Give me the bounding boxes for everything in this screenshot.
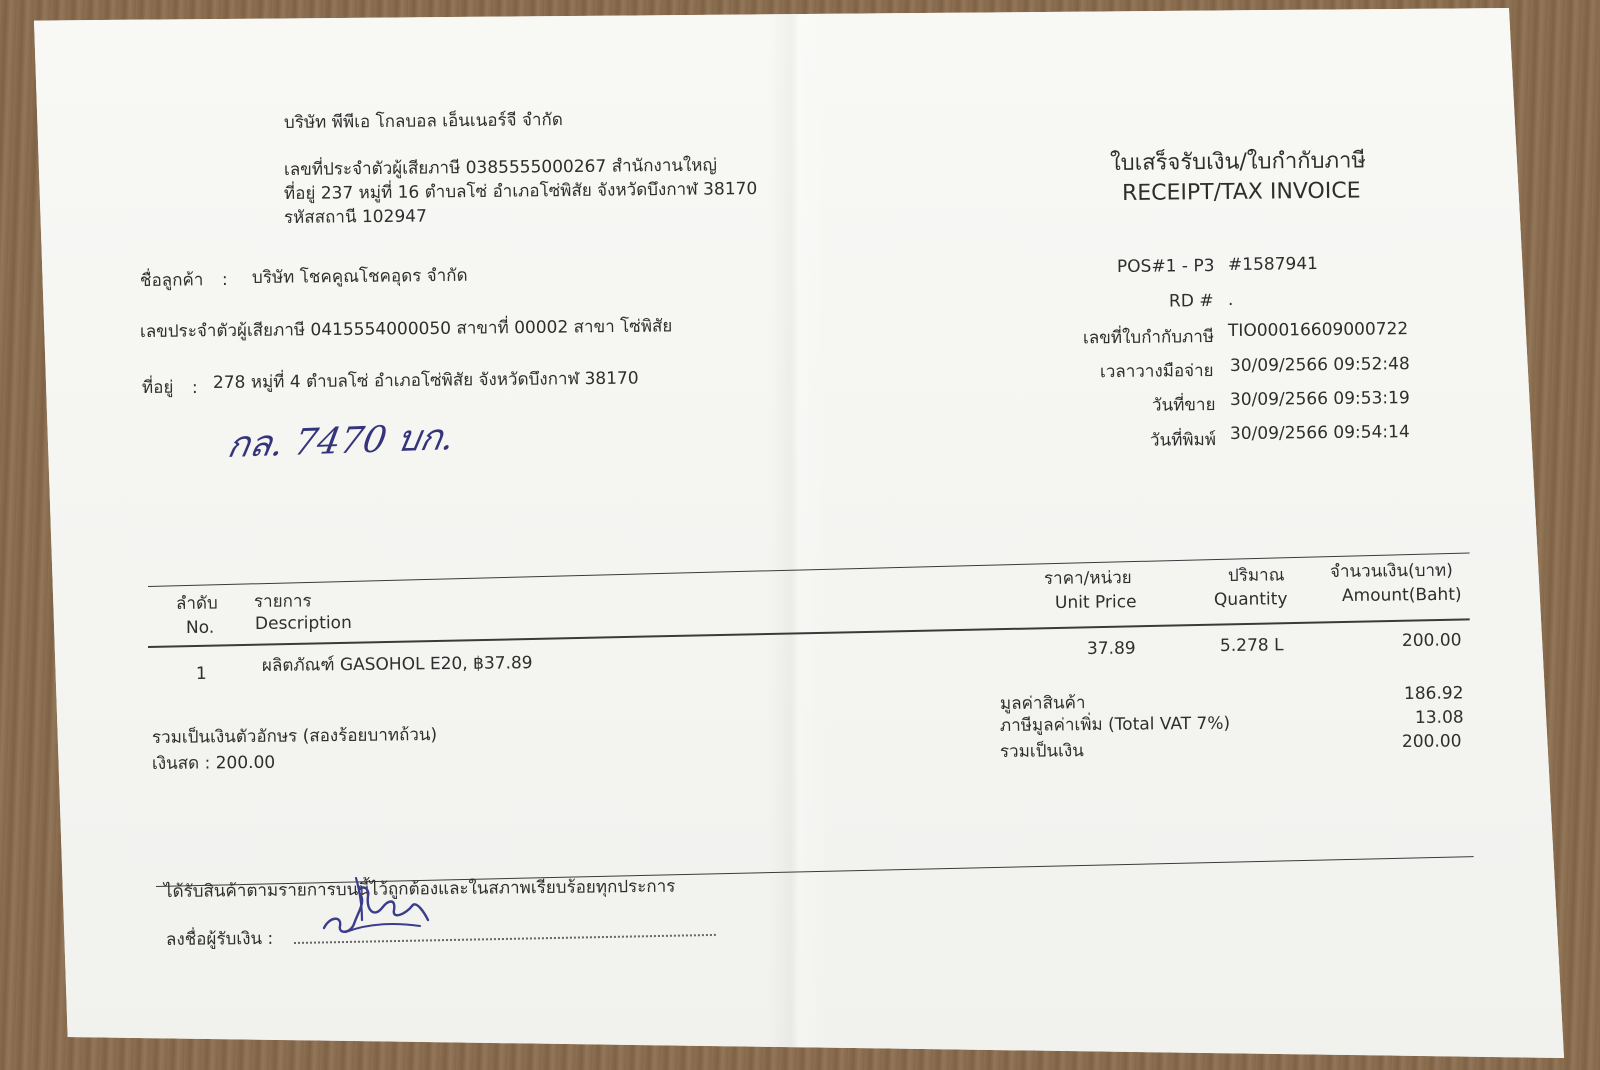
handwritten-plate-number: กล. 7470 บก. xyxy=(224,416,458,467)
header-quantity-english: Quantity xyxy=(1213,589,1288,610)
row-quantity: 5.278 L xyxy=(1219,635,1284,656)
handwritten-signature xyxy=(316,872,436,944)
cashier-time-label: เวลาวางมือจ่าย xyxy=(1100,361,1215,383)
customer-name: บริษัท โชคคูณโชคอุดร จำกัด xyxy=(251,265,468,288)
vat-value: 13.08 xyxy=(1414,707,1464,728)
customer-address: 278 หมู่ที่ 4 ตำบลโซ่ อำเภอโซ่พิสัย จังหวัดบึงกาฬ 38170 xyxy=(212,368,639,393)
sale-date-value: 30/09/2566 09:53:19 xyxy=(1229,388,1410,410)
tax-invoice-label: เลขที่ใบกำกับภาษี xyxy=(1082,327,1215,349)
rd-label: RD # xyxy=(1169,291,1215,312)
receipt-confirmation: ได้รับสินค้าตามรายการบนนี้ไว้ถูกต้องและในสภาพเรียบร้อยทุกประการ xyxy=(163,876,676,902)
signature-label: ลงชื่อผู้รับเงิน : xyxy=(165,928,274,950)
company-name: บริษัท พีพีเอ โกลบอล เอ็นเนอร์จี จำกัด xyxy=(283,110,563,133)
total-value: 200.00 xyxy=(1401,731,1462,752)
row-description: ผลิตภัณฑ์ GASOHOL E20, ฿37.89 xyxy=(261,653,533,676)
document-title-english: RECEIPT/TAX INVOICE xyxy=(1121,178,1361,206)
station-code: รหัสสถานี 102947 xyxy=(283,206,427,228)
pos-label: POS#1 - P3 xyxy=(1116,256,1215,278)
goods-value-label: มูลค่าสินค้า xyxy=(999,693,1086,714)
vat-label: ภาษีมูลค่าเพิ่ม (Total VAT 7%) xyxy=(999,713,1231,736)
customer-tax-line: เลขประจำตัวผู้เสียภาษี 0415554000050 สาขาที่ 00002 สาขา โซ่พิสัย xyxy=(139,316,673,342)
print-date-label: วันที่พิมพ์ xyxy=(1149,430,1217,451)
rd-value: . xyxy=(1227,289,1234,310)
print-date-value: 30/09/2566 09:54:14 xyxy=(1229,422,1410,444)
header-no-english: No. xyxy=(185,617,215,638)
total-label: รวมเป็นเงิน xyxy=(999,741,1084,762)
header-unit-price-english: Unit Price xyxy=(1054,592,1137,613)
header-unit-price-thai: ราคา/หน่วย xyxy=(1043,568,1132,589)
header-no-thai: ลำดับ xyxy=(175,593,218,614)
document-title-thai: ใบเสร็จรับเงิน/ใบกำกับภาษี xyxy=(1109,148,1367,176)
row-amount: 200.00 xyxy=(1401,630,1462,651)
cash-payment: เงินสด : 200.00 xyxy=(151,752,276,774)
goods-value: 186.92 xyxy=(1403,683,1464,704)
customer-name-separator: : xyxy=(221,269,228,290)
header-description-thai: รายการ xyxy=(253,591,312,612)
company-tax-line: เลขที่ประจำตัวผู้เสียภาษี 0385555000267 สำนักงานใหญ่ xyxy=(283,155,718,180)
header-description-english: Description xyxy=(254,612,352,634)
header-amount-thai: จำนวนเงิน(บาท) xyxy=(1329,560,1453,582)
header-quantity-thai: ปริมาณ xyxy=(1227,565,1285,586)
pos-value: #1587941 xyxy=(1227,254,1319,275)
amount-in-words: รวมเป็นเงินตัวอักษร (สองร้อยบาทถ้วน) xyxy=(151,725,438,748)
cashier-time-value: 30/09/2566 09:52:48 xyxy=(1229,354,1410,376)
customer-address-separator: : xyxy=(191,377,198,398)
header-amount-english: Amount(Baht) xyxy=(1341,584,1462,606)
customer-address-label: ที่อยู่ xyxy=(141,377,174,398)
row-no: 1 xyxy=(195,663,207,684)
customer-name-label: ชื่อลูกค้า xyxy=(139,270,204,291)
sale-date-label: วันที่ขาย xyxy=(1152,395,1217,416)
tax-invoice-value: TIO00016609000722 xyxy=(1227,319,1409,341)
row-unit-price: 37.89 xyxy=(1086,638,1136,659)
company-address: ที่อยู่ 237 หมู่ที่ 16 ตำบลโซ่ อำเภอโซ่พิสัย จังหวัดบึงกาฬ 38170 xyxy=(283,179,758,204)
